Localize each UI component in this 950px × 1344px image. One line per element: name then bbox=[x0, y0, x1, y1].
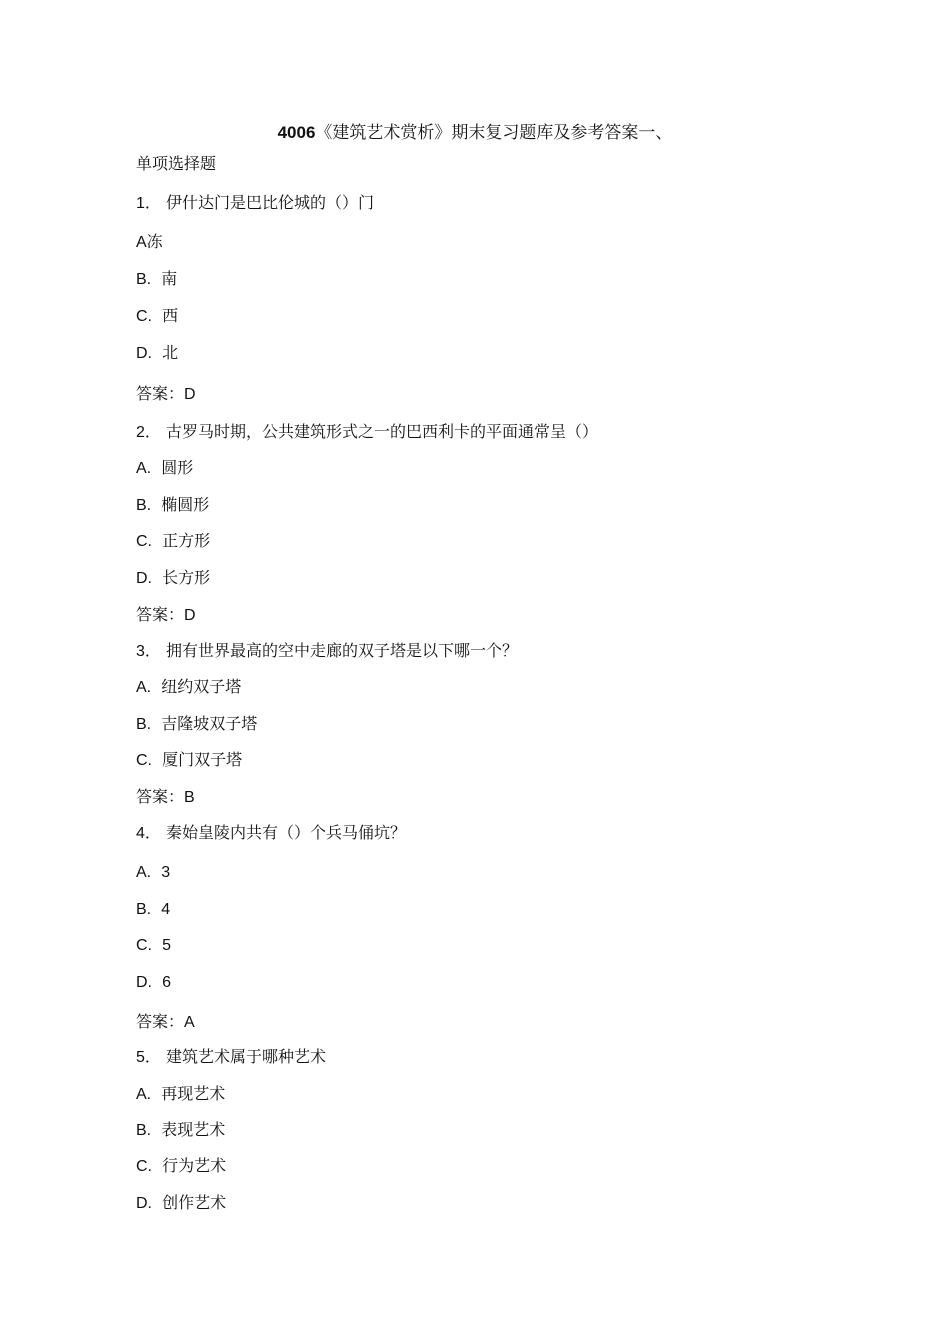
option-letter: B. bbox=[136, 497, 152, 514]
question-1 bbox=[136, 192, 374, 215]
option-letter: C. bbox=[136, 752, 152, 769]
answer-3 bbox=[136, 786, 195, 809]
option-letter: A. bbox=[136, 679, 152, 696]
section-heading: 单项选择题 bbox=[136, 154, 217, 173]
option-text: 5 bbox=[162, 937, 172, 954]
option-text: 椭圆形 bbox=[161, 495, 210, 514]
option-3a bbox=[136, 676, 241, 699]
option-text: 行为艺术 bbox=[162, 1156, 227, 1175]
option-letter: D. bbox=[136, 1195, 152, 1212]
question-5 bbox=[136, 1046, 326, 1069]
question-number: 4． bbox=[136, 825, 161, 842]
question-number: 1． bbox=[136, 195, 161, 212]
option-4c bbox=[136, 934, 171, 957]
question-4 bbox=[136, 822, 406, 845]
option-letter: B. bbox=[136, 716, 152, 733]
option-letter: B. bbox=[136, 271, 152, 288]
option-text: 再现艺术 bbox=[161, 1084, 226, 1103]
option-letter: A. bbox=[136, 460, 152, 477]
question-3 bbox=[136, 640, 518, 663]
option-4d bbox=[136, 971, 171, 994]
answer-label: 答案： bbox=[136, 1012, 185, 1031]
option-letter: C. bbox=[136, 937, 152, 954]
option-text: 创作艺术 bbox=[162, 1193, 227, 1212]
option-text: 南 bbox=[161, 269, 178, 288]
option-2d bbox=[136, 567, 210, 590]
question-number: 2． bbox=[136, 424, 161, 441]
option-2b bbox=[136, 494, 209, 517]
answer-value: A bbox=[184, 1014, 195, 1031]
answer-1 bbox=[136, 383, 196, 406]
option-letter: C. bbox=[136, 1158, 152, 1175]
option-text: 冻 bbox=[146, 232, 163, 251]
option-text: 圆形 bbox=[161, 458, 194, 477]
answer-4 bbox=[136, 1011, 195, 1034]
question-text: 古罗马时期，公共建筑形式之一的巴西利卡的平面通常呈（） bbox=[166, 422, 599, 441]
answer-label: 答案： bbox=[136, 605, 185, 624]
option-letter: D. bbox=[136, 345, 152, 362]
option-4a bbox=[136, 861, 170, 884]
option-1c bbox=[136, 305, 178, 328]
option-letter: D. bbox=[136, 570, 152, 587]
question-number: 3． bbox=[136, 643, 161, 660]
answer-value: D bbox=[184, 607, 196, 624]
option-letter: C. bbox=[136, 308, 152, 325]
option-letter: B. bbox=[136, 901, 152, 918]
option-2a bbox=[136, 457, 193, 480]
option-1a bbox=[136, 231, 163, 254]
option-letter: A. bbox=[136, 864, 152, 881]
question-text: 秦始皇陵内共有（）个兵马俑坑？ bbox=[166, 823, 407, 842]
option-5b bbox=[136, 1119, 225, 1142]
question-text: 拥有世界最高的空中走廊的双子塔是以下哪一个？ bbox=[166, 641, 519, 660]
option-text: 吉隆坡双子塔 bbox=[161, 714, 258, 733]
option-text: 纽约双子塔 bbox=[161, 677, 242, 696]
answer-value: B bbox=[184, 789, 195, 806]
question-text: 建筑艺术属于哪种艺术 bbox=[166, 1047, 327, 1066]
option-text: 正方形 bbox=[162, 531, 211, 550]
answer-2 bbox=[136, 604, 196, 627]
answer-label: 答案： bbox=[136, 787, 185, 806]
answer-label: 答案： bbox=[136, 384, 185, 403]
option-letter: D. bbox=[136, 974, 152, 991]
option-5a bbox=[136, 1083, 225, 1106]
option-3c bbox=[136, 749, 242, 772]
option-5d bbox=[136, 1192, 226, 1215]
option-letter: A. bbox=[136, 1086, 152, 1103]
option-text: 3 bbox=[161, 864, 171, 881]
title-number: 4006 bbox=[277, 123, 316, 142]
question-number: 5． bbox=[136, 1049, 161, 1066]
question-2 bbox=[136, 421, 598, 444]
option-text: 6 bbox=[162, 974, 172, 991]
option-text: 西 bbox=[162, 306, 179, 325]
option-letter: C. bbox=[136, 533, 152, 550]
option-letter: A bbox=[136, 234, 147, 251]
option-1d bbox=[136, 342, 178, 365]
document-title bbox=[0, 121, 950, 145]
option-text: 厦门双子塔 bbox=[162, 750, 243, 769]
option-3b bbox=[136, 713, 257, 736]
option-letter: B. bbox=[136, 1122, 152, 1139]
option-4b bbox=[136, 898, 170, 921]
question-text: 伊什达门是巴比伦城的（）门 bbox=[166, 193, 375, 212]
answer-value: D bbox=[184, 386, 196, 403]
option-text: 长方形 bbox=[162, 568, 211, 587]
option-text: 表现艺术 bbox=[161, 1120, 226, 1139]
option-text: 北 bbox=[162, 343, 179, 362]
option-2c bbox=[136, 530, 210, 553]
option-text: 4 bbox=[161, 901, 171, 918]
option-1b bbox=[136, 268, 177, 291]
option-5c bbox=[136, 1155, 226, 1178]
title-text: 《建筑艺术赏析》期末复习题库及参考答案一、 bbox=[315, 123, 673, 143]
